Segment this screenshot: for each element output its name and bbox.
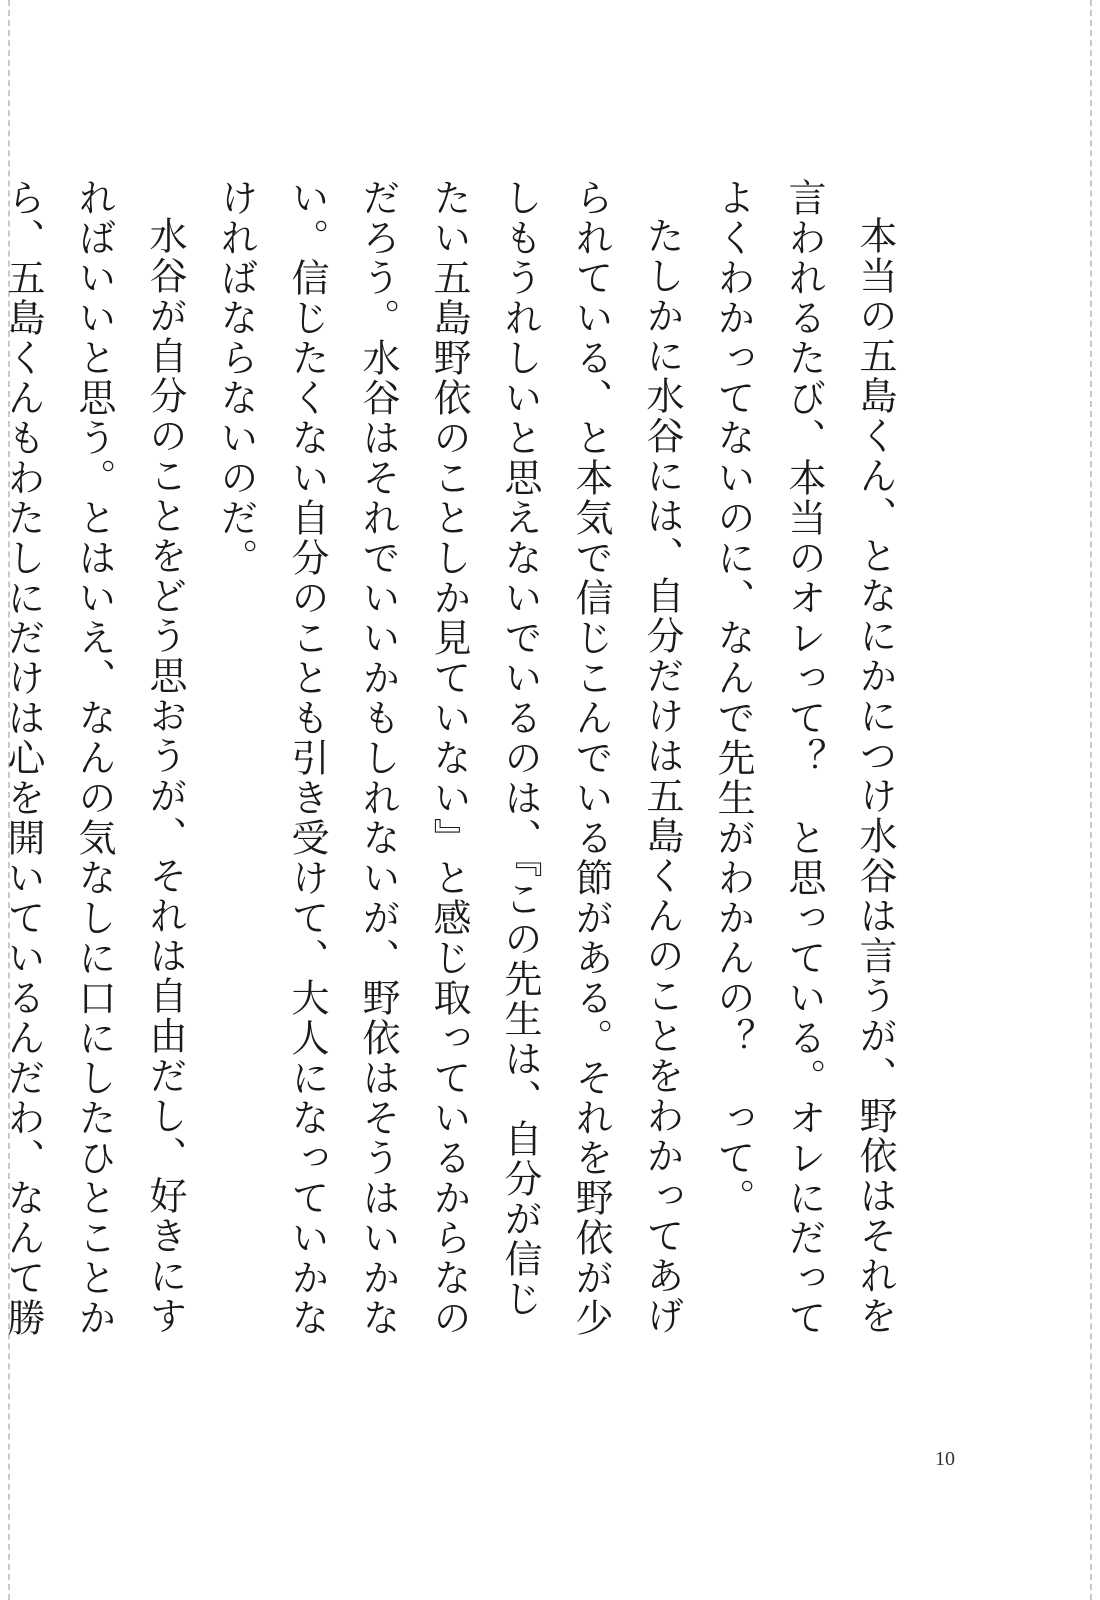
- page-number: 10: [935, 1448, 955, 1470]
- page-edge-right: [1090, 0, 1092, 1600]
- paragraph-3: 水谷が自分のことをどう思おうが、それは自由だし、好きにすればいいと思う。とはいえ、なんの気なしに口にしたひとことから、五島くんもわたしにだけは心を開いているんだわ、なんて勝: [1, 178, 187, 1338]
- paragraph-2: たしかに水谷には、自分だけは五島くんのことをわかってあげられている、と本気で信じこんでいる節がある。それを野依が少しもうれしいと思えないでいるのは、『この先生は、自分が信じたい五島野依のことしか見ていない』と感じ取っているからなのだろう。水谷はそれでいいかもしれないが、野依はそうはいかない。信じたくない自分のことも引き受けて、大人になっていかなければならないのだ。: [214, 178, 684, 1338]
- vertical-text-body: [0, 178, 910, 1358]
- paragraph-1: 本当の五島くん、となにかにつけ水谷は言うが、野依はそれを言われるたび、本当のオレって？ と思っている。オレにだってよくわかってないのに、なんで先生がわかんの？ って。: [711, 178, 897, 1338]
